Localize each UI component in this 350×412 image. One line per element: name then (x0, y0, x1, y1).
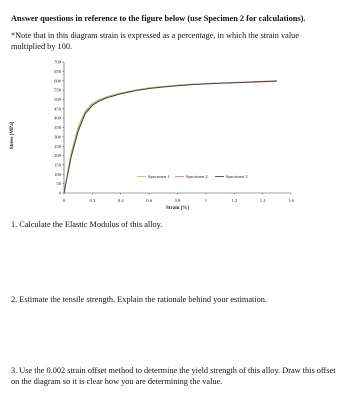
y-tick-label: 150 (54, 162, 61, 168)
question-1: 1. Calculate the Elastic Modulus of this alloy. (11, 220, 163, 229)
x-tick-label: 1 (204, 198, 208, 203)
y-tick-label: 650 (54, 68, 61, 74)
x-tick-label: 0.2 (89, 198, 96, 203)
legend-label-1: Specimen 1 (148, 174, 170, 179)
x-tick-label: 0.6 (146, 198, 152, 203)
question-3: 3. Use the 0.002 strain offset method to determine the yield strength of this alloy. Draw this offset on the diagram so it is clear how you are determining the value. (11, 366, 336, 386)
y-tick-label: 400 (54, 115, 61, 121)
x-tick-label: 0 (62, 198, 66, 203)
x-axis-title: Strain [%] (166, 206, 189, 211)
x-tick-label: 1.6 (288, 198, 294, 203)
chart-legend (137, 174, 248, 179)
x-tick-label: 0.8 (174, 198, 181, 203)
strain-note: *Note that in this diagram strain is expressed as a percentage, in which the strain value multiplied by 100. (11, 31, 299, 51)
y-axis-title: Stress [MPa] (10, 121, 15, 150)
question-2: 2. Estimate the tensile strength. Explain the rationale behind your estimation. (11, 295, 267, 304)
x-tick-label: 1.4 (259, 198, 266, 203)
y-tick-label: 0 (58, 190, 61, 196)
instructions-heading: Answer questions in reference to the figure below (use Specimen 2 for calculations). (11, 14, 306, 23)
y-tick-label: 600 (54, 78, 61, 84)
y-tick-label: 350 (54, 125, 61, 131)
y-tick-label: 500 (54, 97, 61, 103)
x-tick-label: 0.4 (117, 198, 124, 203)
y-tick-label: 100 (54, 171, 61, 177)
legend-label-3: Specimen 3 (226, 174, 248, 179)
y-tick-label: 50 (56, 181, 61, 187)
y-tick-label: 450 (54, 106, 61, 112)
y-tick-label: 300 (54, 134, 61, 140)
y-tick-label: 700 (54, 59, 61, 65)
y-tick-label: 200 (54, 153, 61, 159)
y-tick-label: 550 (54, 87, 61, 93)
x-tick-label: 1.2 (231, 198, 238, 203)
legend-label-2: Specimen 2 (186, 174, 208, 179)
y-tick-label: 250 (54, 143, 61, 149)
